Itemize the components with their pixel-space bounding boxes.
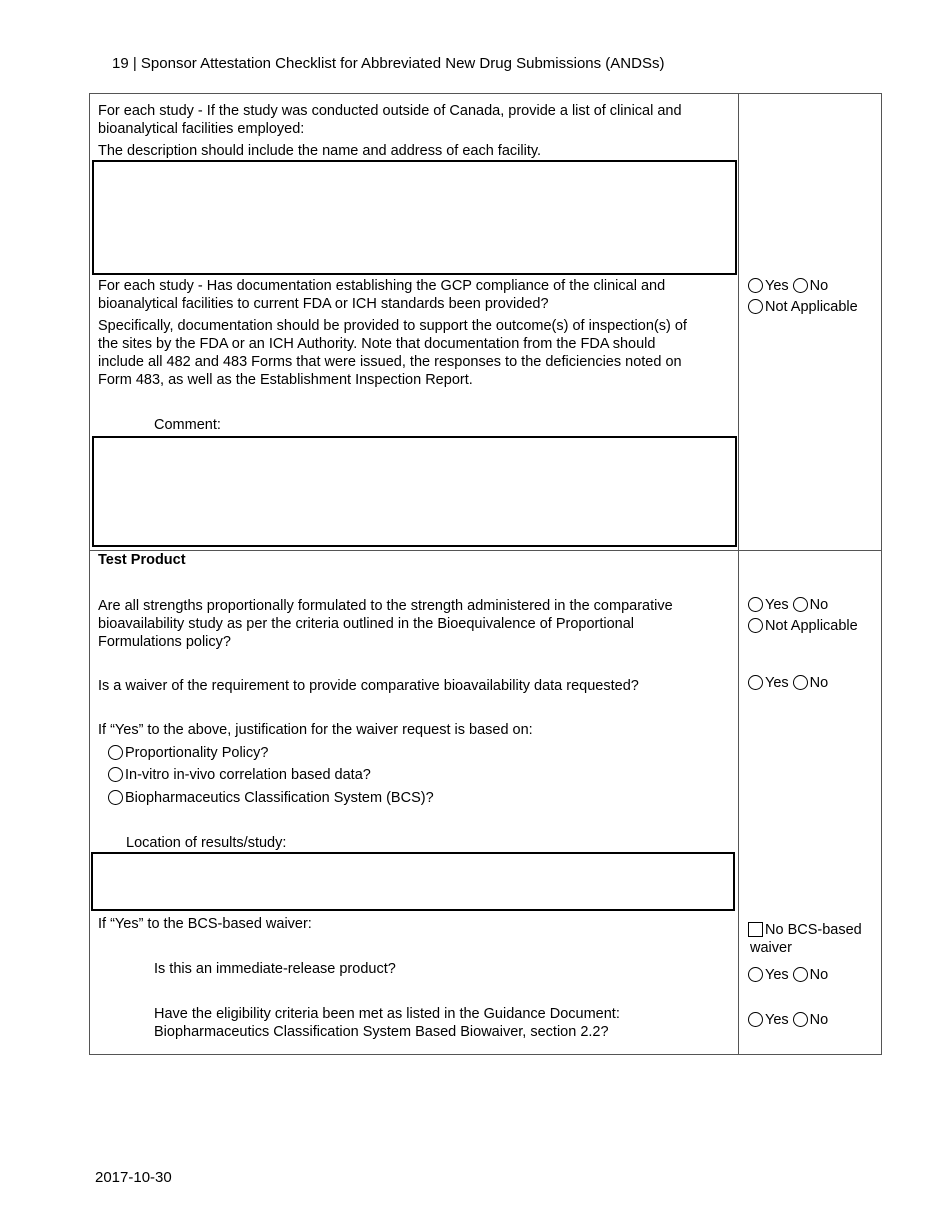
gcp-question-line2: bioanalytical facilities to current FDA or ICH standards been provided? <box>98 296 549 312</box>
waiver-options <box>748 674 832 692</box>
eligibility-yes-option[interactable]: Yes <box>748 1011 789 1029</box>
radio-icon[interactable] <box>748 597 763 612</box>
waiver-no-option[interactable]: No <box>793 674 829 692</box>
ir-no-option[interactable]: No <box>793 966 829 984</box>
gcp-na-option[interactable]: Not Applicable <box>748 298 858 316</box>
radio-icon[interactable] <box>793 1012 808 1027</box>
eligibility-no-option[interactable]: No <box>793 1011 829 1029</box>
ir-yes-option[interactable]: Yes <box>748 966 789 984</box>
test-product-heading: Test Product <box>98 552 186 568</box>
column-divider <box>738 93 739 1055</box>
radio-icon[interactable] <box>793 597 808 612</box>
proportional-question-line2: bioavailability study as per the criteria outlined in the Bioequivalence of Proportional <box>98 616 635 632</box>
immediate-release-options <box>748 966 832 984</box>
radio-icon[interactable] <box>748 278 763 293</box>
row-divider <box>89 550 882 551</box>
immediate-release-question: Is this an immediate-release product? <box>154 961 396 977</box>
justification-option-ivivc[interactable]: In-vitro in-vivo correlation based data? <box>108 766 371 784</box>
gcp-description-line4: Form 483, as well as the Establishment Inspection Report. <box>98 372 473 388</box>
comment-input[interactable] <box>92 436 737 547</box>
gcp-options-row1 <box>748 277 832 295</box>
proportional-no-option[interactable]: No <box>793 596 829 614</box>
justification-option-proportionality[interactable]: Proportionality Policy? <box>108 744 268 762</box>
gcp-question-line1: For each study - Has documentation establishing the GCP compliance of the clinical and <box>98 278 666 294</box>
radio-icon[interactable] <box>793 675 808 690</box>
radio-icon[interactable] <box>108 790 123 805</box>
bcs-waiver-label: If “Yes” to the BCS-based waiver: <box>98 916 312 932</box>
gcp-description-line1: Specifically, documentation should be provided to support the outcome(s) of inspection(s) of <box>98 318 687 334</box>
radio-icon[interactable] <box>108 767 123 782</box>
page-header-title: 19 | Sponsor Attestation Checklist for Abbreviated New Drug Submissions (ANDSs) <box>112 55 665 72</box>
eligibility-options <box>748 1011 832 1029</box>
radio-icon[interactable] <box>108 745 123 760</box>
facilities-list-input[interactable] <box>92 160 737 275</box>
radio-icon[interactable] <box>748 1012 763 1027</box>
comment-label: Comment: <box>154 417 221 433</box>
justification-option-bcs[interactable]: Biopharmaceutics Classification System (BCS)? <box>108 789 434 807</box>
radio-icon[interactable] <box>748 967 763 982</box>
justification-label: If “Yes” to the above, justification for the waiver request is based on: <box>98 722 533 738</box>
footer-date: 2017-10-30 <box>95 1169 172 1186</box>
gcp-yes-option[interactable]: Yes <box>748 277 789 295</box>
radio-icon[interactable] <box>748 299 763 314</box>
radio-icon[interactable] <box>748 675 763 690</box>
waiver-yes-option[interactable]: Yes <box>748 674 789 692</box>
location-label: Location of results/study: <box>126 835 287 851</box>
no-bcs-waiver-option[interactable]: No BCS-based <box>748 921 862 939</box>
proportional-na-option[interactable]: Not Applicable <box>748 617 858 635</box>
checkbox-icon[interactable] <box>748 922 763 937</box>
eligibility-question-line2: Biopharmaceutics Classification System Based Biowaiver, section 2.2? <box>154 1024 609 1040</box>
proportional-question-line3: Formulations policy? <box>98 634 231 650</box>
proportional-options-row1 <box>748 596 832 614</box>
facilities-question-line2: bioanalytical facilities employed: <box>98 121 305 137</box>
facilities-question-line1: For each study - If the study was conducted outside of Canada, provide a list of clinical and <box>98 103 682 119</box>
gcp-no-option[interactable]: No <box>793 277 829 295</box>
radio-icon[interactable] <box>793 278 808 293</box>
gcp-description-line3: include all 482 and 483 Forms that were issued, the responses to the deficiencies noted on <box>98 354 682 370</box>
gcp-description-line2: the sites by the FDA or an ICH Authority. Note that documentation from the FDA should <box>98 336 656 352</box>
no-bcs-waiver-label-line2: waiver <box>750 940 792 956</box>
proportional-question-line1: Are all strengths proportionally formulated to the strength administered in the comparative <box>98 598 673 614</box>
waiver-question: Is a waiver of the requirement to provide comparative bioavailability data requested? <box>98 678 639 694</box>
radio-icon[interactable] <box>793 967 808 982</box>
radio-icon[interactable] <box>748 618 763 633</box>
eligibility-question-line1: Have the eligibility criteria been met as listed in the Guidance Document: <box>154 1006 620 1022</box>
location-input[interactable] <box>91 852 735 911</box>
facilities-description: The description should include the name and address of each facility. <box>98 143 542 159</box>
proportional-yes-option[interactable]: Yes <box>748 596 789 614</box>
